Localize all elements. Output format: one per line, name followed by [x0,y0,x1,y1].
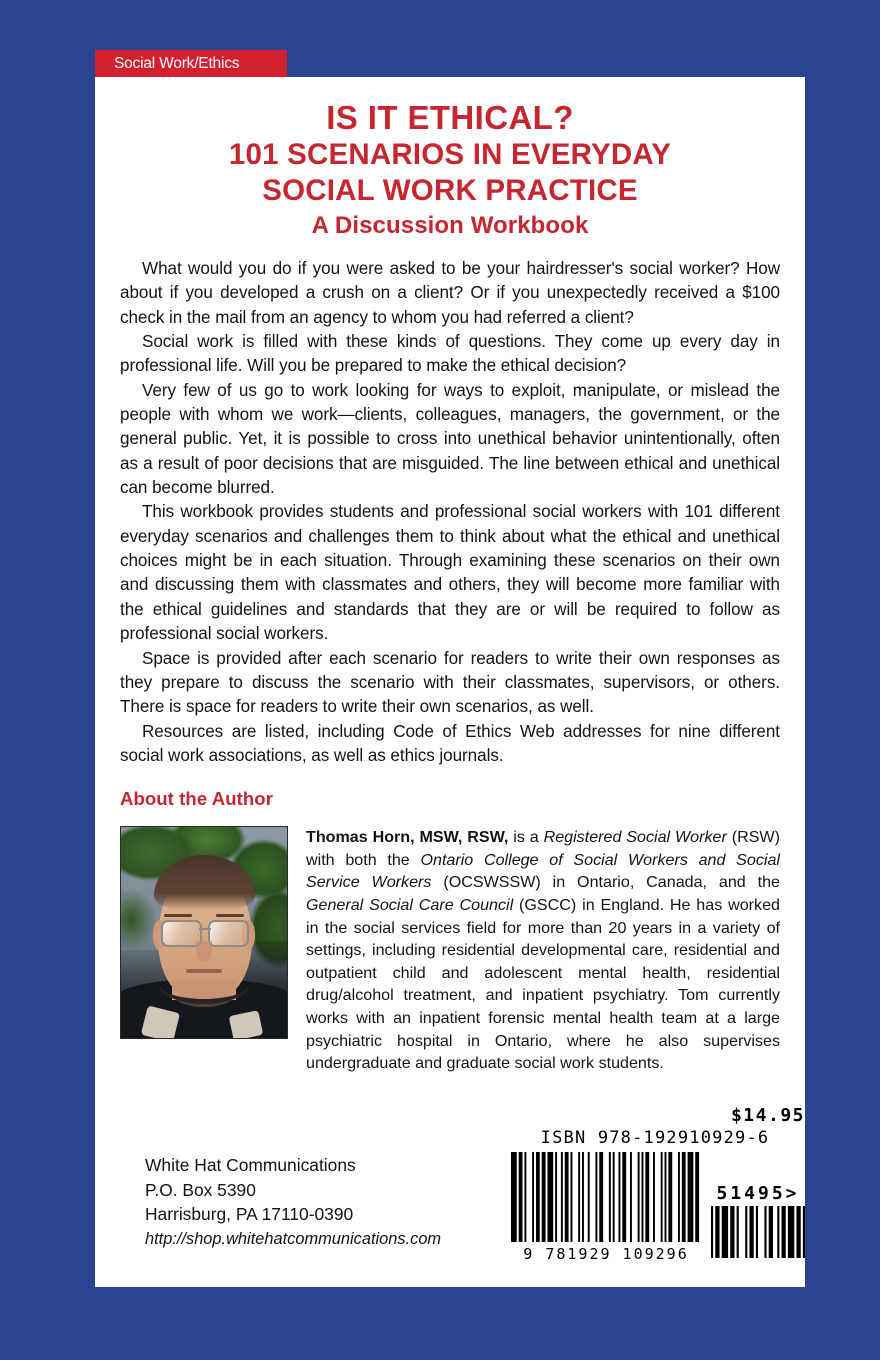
blurb-paragraph: Social work is filled with these kinds of questions. They come up every day in professional life. Will you be prepared to make the ethical decision? [120,332,780,376]
publisher-po-box: P.O. Box 5390 [145,1179,256,1200]
publisher-block [145,1153,441,1265]
publisher-url[interactable]: http://shop.whitehatcommunications.com [145,1229,442,1248]
book-title-line-1: IS IT ETHICAL? [326,99,574,136]
cover-panel [95,77,805,1287]
publisher-name: White Hat Communications [145,1155,356,1175]
isbn-barcode [511,1152,701,1263]
blurb-paragraph: What would you do if you were asked to be your hairdresser's social worker? How about if you developed a crush on a client? Or if you unexpectedly received a $100 check in the mail from an agency to whom you had referred a client? [120,259,780,327]
publisher-city-state-zip: Harrisburg, PA 17110-0390 [145,1204,354,1224]
author-section [120,826,780,1075]
price-addon-digits: 51495> [716,1183,800,1204]
barcode-area [505,1105,805,1265]
about-author-heading: About the Author [120,788,273,810]
blurb-paragraph: Very few of us go to work looking for ways to exploit, manipulate, or mislead the people with whom we work—clients, colleagues, managers, the government, or the general public. Yet, it is possible to cross into unethical behavior unintentionally, often as a result of poor decisions that are misguided. The line between ethical and unethical can become blurred. [120,380,780,498]
price-addon-barcode [711,1183,805,1263]
author-bio: Thomas Horn, MSW, RSW, is a Registered Social Worker (RSW) with both the Ontario College of Social Workers and Social Service Workers (OCSWSSW) in Ontario, Canada, and the General Social Care Council (GSCC) in England. He has worked in the social services field for more than 20 years in a variety of settings, including residential developmental care, residential and outpatient child and adolescent mental health, residential drug/alcohol treatment, and inpatient psychiatry. Tom currently works with an inpatient forensic mental health team at a large psychiatric hospital in Ontario, where he also supervises undergraduate and graduate social work students. [306,828,780,1073]
back-cover-blurb [120,257,780,768]
book-title-line-2: 101 SCENARIOS IN EVERYDAY [228,138,672,171]
price-label: $14.95 [730,1105,805,1126]
category-tag-label: Social Work/Ethics [114,54,240,72]
cover-footer [145,1105,805,1265]
author-photo [120,826,288,1039]
book-title-line-3: SOCIAL WORK PRACTICE [262,174,638,207]
category-tag [95,50,287,77]
price-addon-bars [711,1206,805,1258]
panel-content [120,77,805,1287]
blurb-paragraph: This workbook provides students and professional social workers with 101 different everyday scenarios and challenges them to think about what the ethical and unethical choices might be in each situation. Through examining these scenarios on their own and discussing them with classmates and others, they will become more familiar with the ethical guidelines and standards that they are or will be required to follow as professional social workers. [120,502,780,644]
blurb-paragraph: Resources are listed, including Code of Ethics Web addresses for nine different social work associations, as well as ethics journals. [120,721,780,765]
blurb-paragraph: Space is provided after each scenario for readers to write their own responses as they prepare to discuss the scenario with their classmates, supervisors, or others. There is space for readers to write their own scenarios, as well. [120,648,780,717]
isbn-barcode-digits: 9 781929 109296 [523,1245,689,1263]
isbn-label: ISBN 978-192910929-6 [540,1128,770,1148]
title-block [120,77,780,243]
book-subtitle: A Discussion Workbook [311,212,589,239]
isbn-barcode-bars [511,1152,701,1242]
